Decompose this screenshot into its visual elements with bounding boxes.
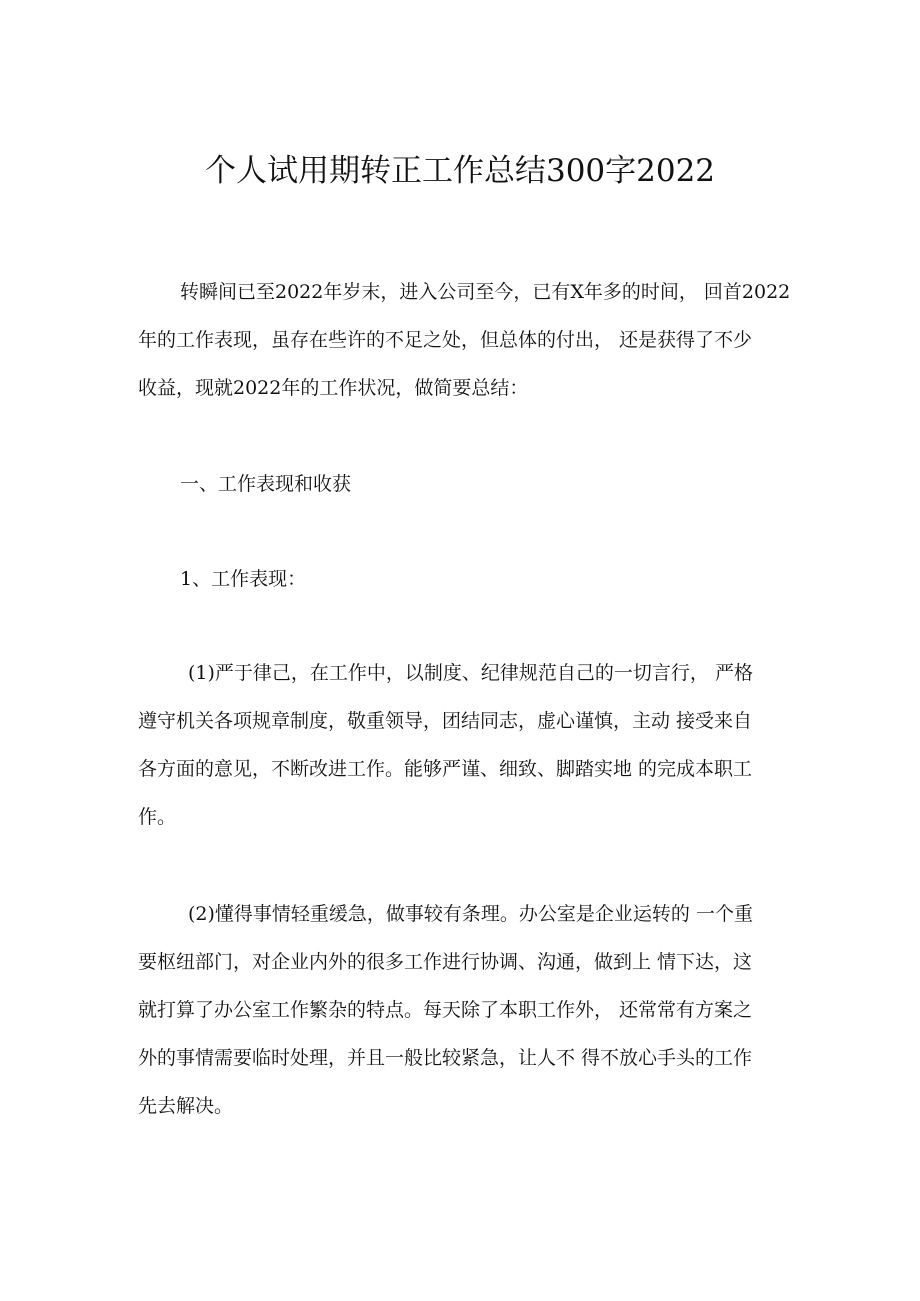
subsection-heading: 1、工作表现：: [180, 568, 307, 590]
item2-line: 要枢纽部门，对企业内外的很多工作进行协调、沟通，做到上 情下达，这: [138, 951, 753, 973]
item1-line: 各方面的意见，不断改进工作。能够严谨、细致、脚踏实地 的完成本职工: [138, 758, 753, 780]
item1-line: 遵守机关各项规章制度，敬重领导，团结同志，虚心谨慎，主动 接受来自: [138, 710, 753, 732]
intro-paragraph: [138, 268, 791, 412]
item-paragraph-1: [138, 649, 788, 841]
item2-line: (2)懂得事情轻重缓急，做事较有条理。办公室是企业运转的 一个重: [188, 903, 753, 925]
item-paragraph-2: [138, 890, 788, 1130]
intro-line: 转瞬间已至2022年岁末，进入公司至今，已有X年多的时间， 回首2022: [180, 281, 791, 303]
intro-line: 年的工作表现，虽存在些许的不足之处，但总体的付出， 还是获得了不少: [138, 329, 753, 351]
document-title: 个人试用期转正工作总结300字2022: [204, 153, 716, 189]
item1-line: (1)严于律己，在工作中，以制度、纪律规范自己的一切言行， 严格: [188, 662, 753, 684]
item1-line: 作。: [138, 806, 177, 828]
item2-line: 就打算了办公室工作繁杂的特点。每天除了本职工作外， 还常常有方案之: [138, 999, 753, 1021]
intro-line: 收益，现就2022年的工作状况，做简要总结：: [138, 377, 529, 399]
item2-line: 外的事情需要临时处理，并且一般比较紧急，让人不 得不放心手头的工作: [138, 1047, 753, 1069]
section-heading: 一、工作表现和收获: [180, 473, 352, 495]
item2-line: 先去解决。: [138, 1095, 234, 1117]
